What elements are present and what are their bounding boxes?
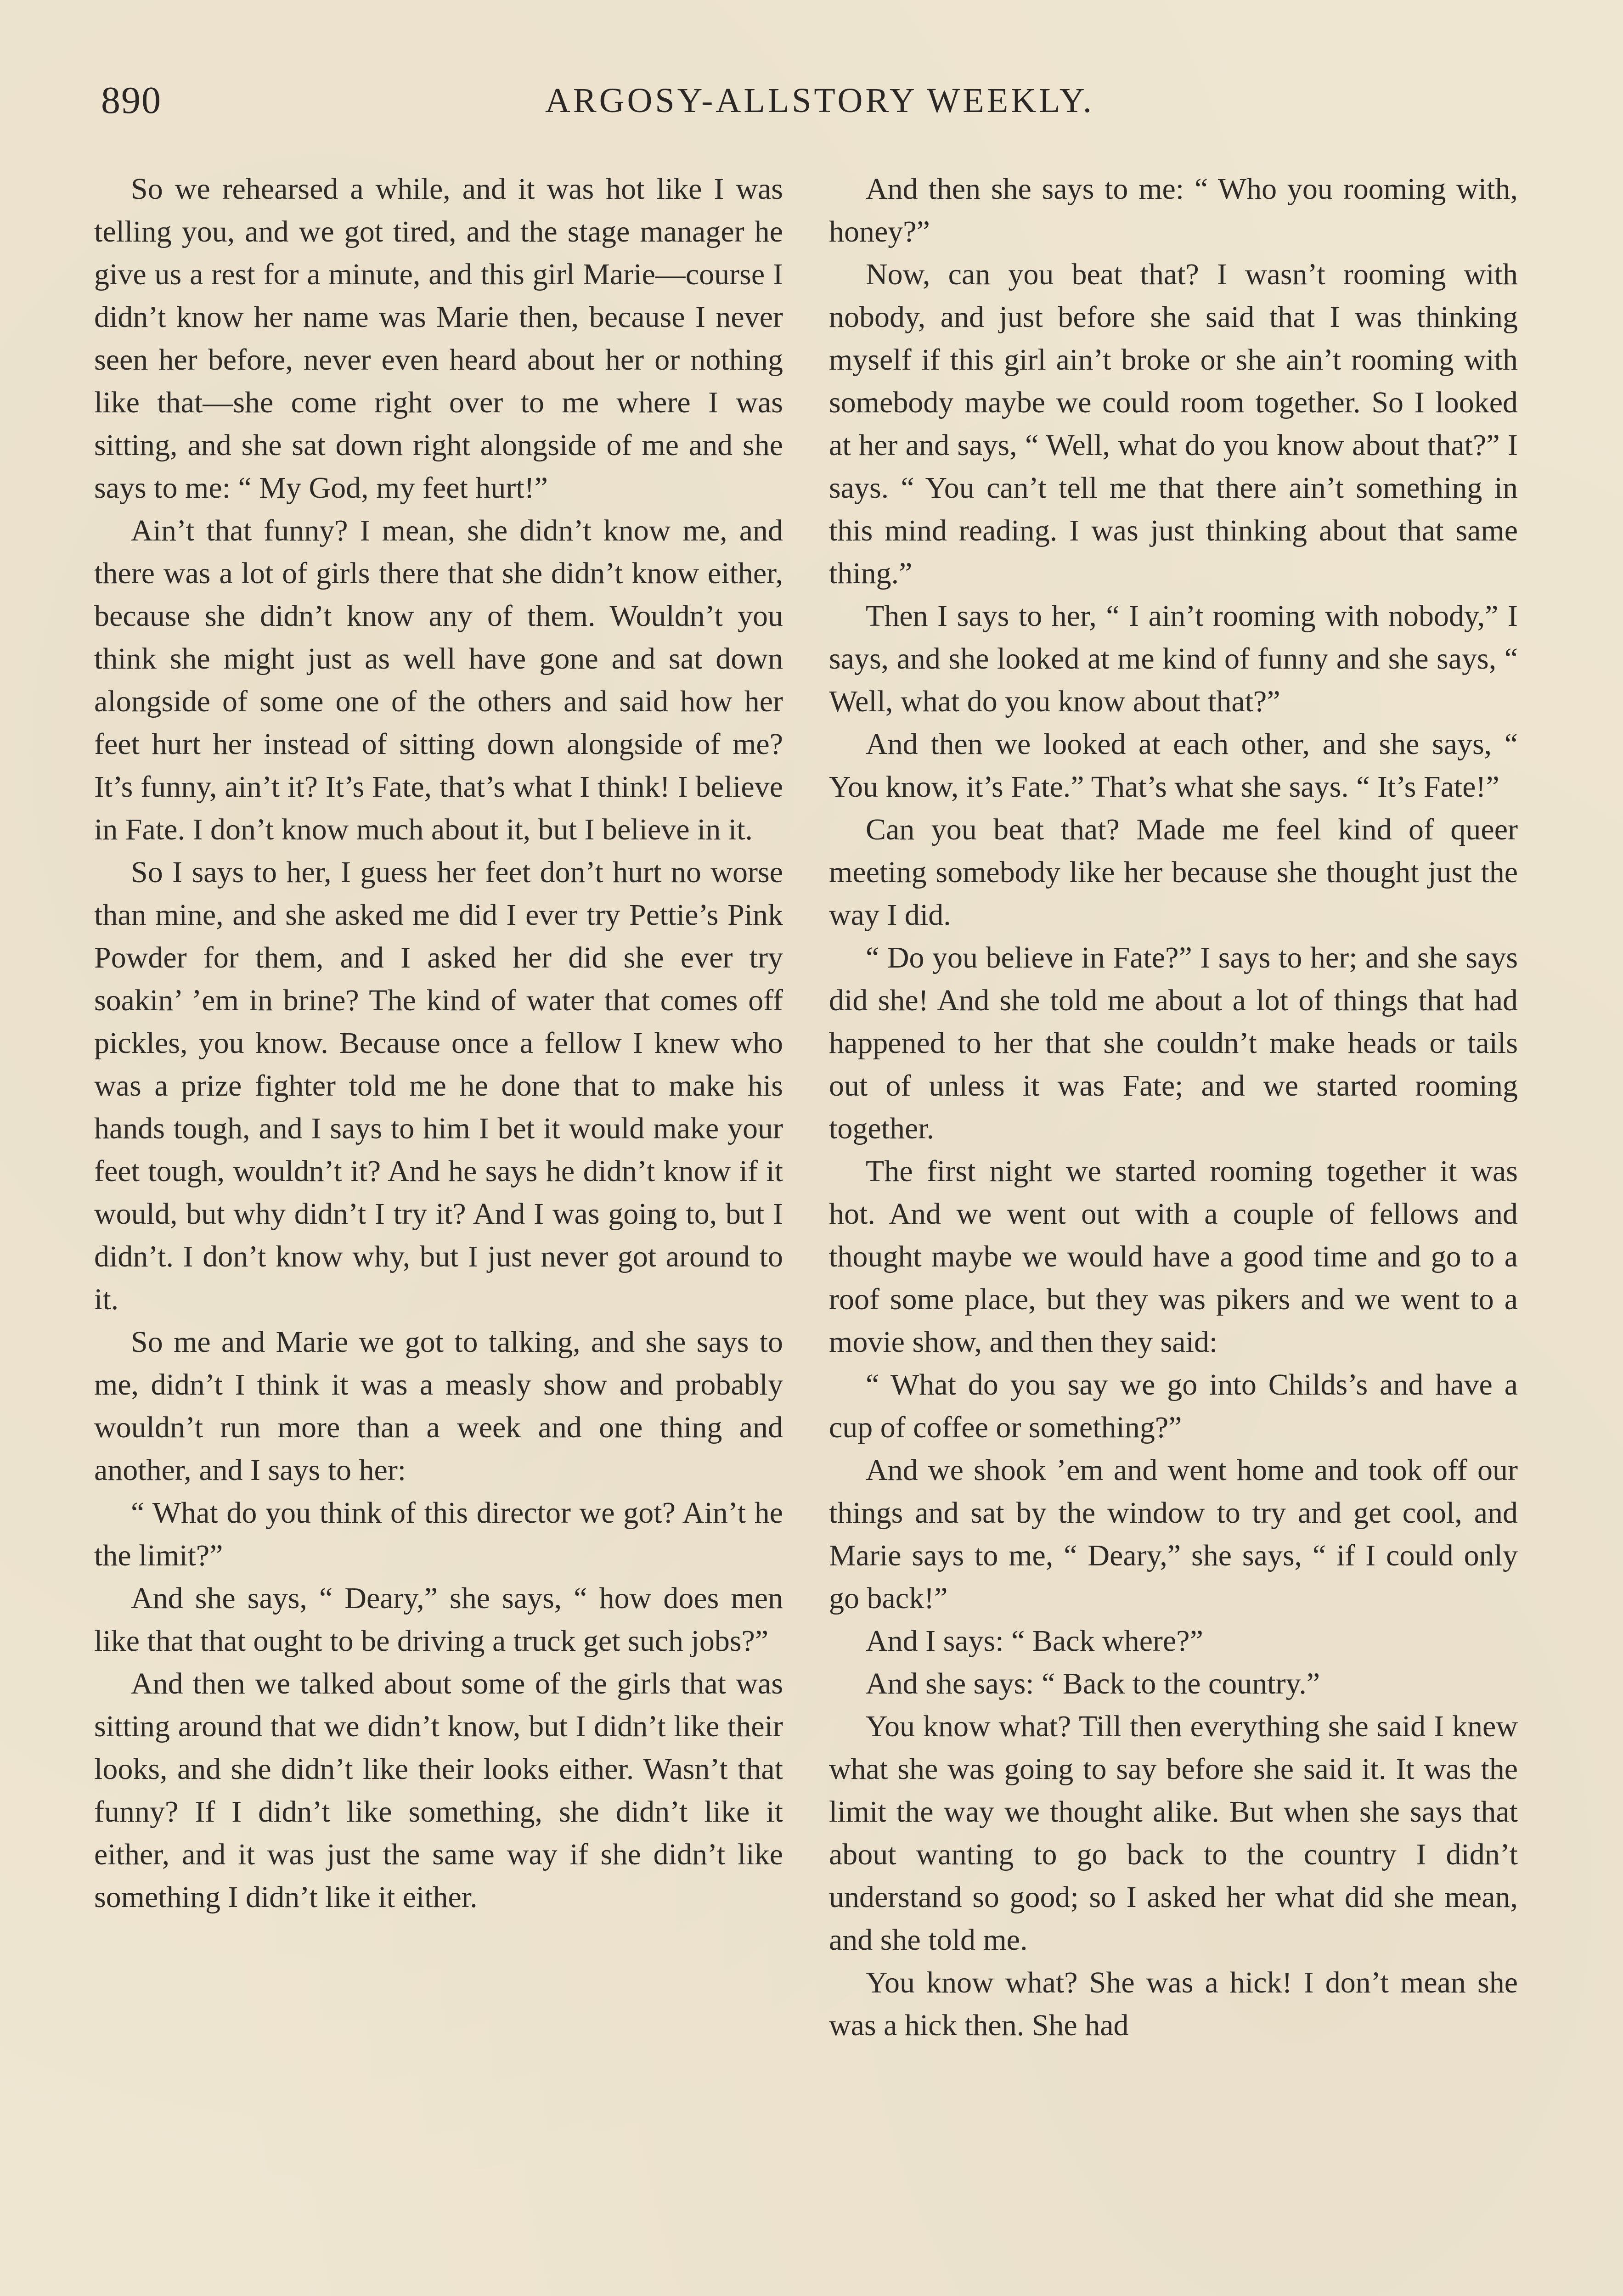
paragraph: You know what? Till then everything she said I knew what she was going to say before she said it. It was the limit the way we thought alike. But when she says that about wanting to go back to the country I didn’t understand so good; so I asked her what did she mean, and she told me. [829,1710,1518,1957]
paragraph: “ What do you say we go into Childs’s and have a cup of coffee or something?” [829,1368,1518,1444]
paragraph: And then she says to me: “ Who you rooming with, honey?” [829,172,1518,248]
paragraph: So we rehearsed a while, and it was hot like I was telling you, and we got tired, and the stage manager he give us a rest for a minute, and this girl Marie—course I didn’t know her name was Marie then, because I never seen her before, never even heard about her or nothing like that—she come right over to me where I was sitting, and she sat down right alongside of me and she says to me: “ My God, my feet hurt!” [94,172,783,505]
paragraph: And she says: “ Back to the country.” [866,1667,1320,1700]
paragraph: The first night we started rooming together it was hot. And we went out with a couple of fellows and thought maybe we would have a good time and go to a roof some place, but they was pikers and we went to a movie show, and then they said: [829,1154,1518,1359]
paragraph: So me and Marie we got to talking, and she says to me, didn’t I think it was a measly show and probably wouldn’t run more than a week and one thing and another, and I says to her: [94,1325,783,1487]
paragraph: And she says, “ Deary,” she says, “ how does men like that that ought to be driving a truck get such jobs?” [94,1581,783,1658]
paragraph: “ What do you think of this director we got? Ain’t he the limit?” [94,1496,783,1572]
paragraph: “ Do you believe in Fate?” I says to her; and she says did she! And she told me about a lot of things that had happened to her that she couldn’t make heads or tails out of unless it was Fate; and we started rooming together. [829,941,1518,1145]
paragraph: So I says to her, I guess her feet don’t hurt no worse than mine, and she asked me did I ever try Pettie’s Pink Powder for them, and I asked her did she ever try soakin’ ’em in brine? The kind of water that comes off pickles, you know. Because once a fellow I knew who was a prize fighter told me he done that to make his hands tough, and I says to him I bet it would make your feet tough, wouldn’t it? And he says he didn’t know if it would, but why didn’t I try it? And I was going to, but I didn’t. I don’t know why, but I just never got around to it. [94,855,783,1316]
running-head: ARGOSY-ALLSTORY WEEKLY. [545,81,1094,120]
page-number: 890 [101,79,162,122]
paragraph: And we shook ’em and went home and took off our things and sat by the window to try and get cool, and Marie says to me, “ Deary,” she says, “ if I could only go back!” [829,1453,1518,1615]
paragraph: You know what? She was a hick! I don’t mean she was a hick then. She had [829,1966,1518,2042]
paragraph: And I says: “ Back where?” [866,1624,1203,1658]
paragraph: Ain’t that funny? I mean, she didn’t know me, and there was a lot of girls there that she didn’t know either, because she didn’t know any of them. Wouldn’t you think she might just as well have gone and sat down alongside of some one of the others and said how her feet hurt her instead of sitting down alongside of me? It’s funny, ain’t it? It’s Fate, that’s what I think! I believe in Fate. I don’t know much about it, but I believe in it. [94,514,783,846]
paragraph: And then we talked about some of the girls that was sitting around that we didn’t know, but I didn’t like their looks, and she didn’t like their looks either. Wasn’t that funny? If I didn’t like something, she didn’t like it either, and it was just the same way if she didn’t like something I didn’t like it either. [94,1667,783,1914]
paragraph: And then we looked at each other, and she says, “ You know, it’s Fate.” That’s what she says. “ It’s Fate!” [829,727,1518,804]
right-column [829,168,1518,2047]
paragraph: Can you beat that? Made me feel kind of queer meeting somebody like her because she thought just the way I did. [829,813,1518,932]
paragraph: Now, can you beat that? I wasn’t rooming with nobody, and just before she said that I was thinking myself if this girl ain’t broke or she ain’t rooming with somebody maybe we could room together. So I looked at her and says, “ Well, what do you know about that?” I says. “ You can’t tell me that there ain’t something in this mind reading. I was just thinking about that same thing.” [829,258,1518,590]
paragraph: Then I says to her, “ I ain’t rooming with nobody,” I says, and she looked at me kind of funny and she says, “ Well, what do you know about that?” [829,599,1518,718]
left-column [94,168,783,1919]
page-header [101,78,1538,138]
